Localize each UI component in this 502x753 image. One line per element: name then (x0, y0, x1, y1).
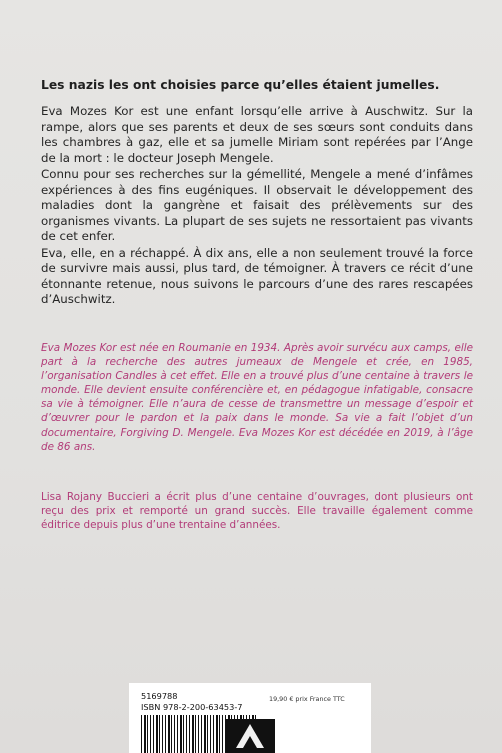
publisher-logo-icon (225, 719, 275, 753)
headline: Les nazis les ont choisies parce qu’elles étaient jumelles. (41, 78, 440, 92)
author-biography: Eva Mozes Kor est née en Roumanie en 1934. Après avoir survécu aux camps, elle part à la recherche des autres jumeaux de Mengele et crée, en 1985, l’organisation Candles à cet effet. Elle en a trouvé plus d’une centaine à travers le monde. Elle devient ensuite conférencière et, en pédagogue infatigable, consacre sa vie à témoigner. Elle n’aura de cesse de transmettre un message d’espoir et d’œuvrer pour le pardon et la paix dans le monde. Sa vie a fait l’objet d’un documentaire, Forgiving D. Mengele. Eva Mozes Kor est décédée en 2019, à l’âge de 86 ans. (41, 342, 473, 453)
summary-paragraph: Connu pour ses recherches sur la gémellité, Mengele a mené d’infâmes expériences à des fins eugéniques. Il observait le développement des maladies dont la gangrène et faisait des prélèvements sur des organismes vivants. La plupart de ses sujets ne ressortaient pas vivants de cet enfer. (41, 167, 473, 243)
barcode-number: 5169788 (141, 691, 178, 701)
summary-paragraph: Eva, elle, en a réchappé. À dix ans, elle a non seulement trouvé la force de survivre mais aussi, plus tard, de témoigner. À travers ce récit d’une étonnante retenue, nous suivons le parcours d’une des rares rescapées d’Auschwitz. (41, 245, 473, 306)
summary-text (41, 104, 473, 308)
coauthor-biography: Lisa Rojany Buccieri a écrit plus d’une centaine d’ouvrages, dont plusieurs ont reçu des prix et remporté un grand succès. Elle travaille également comme éditrice depuis plus d’une trentaine d’années. (41, 491, 473, 532)
summary-paragraph: Eva Mozes Kor est une enfant lorsqu’elle arrive à Auschwitz. Sur la rampe, alors que ses parents et deux de ses sœurs sont conduits dans les chambres à gaz, elle et sa jumelle Miriam sont repérées par l’Ange de la mort : le docteur Joseph Mengele. (41, 104, 473, 165)
isbn-text: ISBN 978-2-200-63453-7 (141, 702, 243, 712)
price-text: 19,90 € prix France TTC (269, 695, 345, 703)
